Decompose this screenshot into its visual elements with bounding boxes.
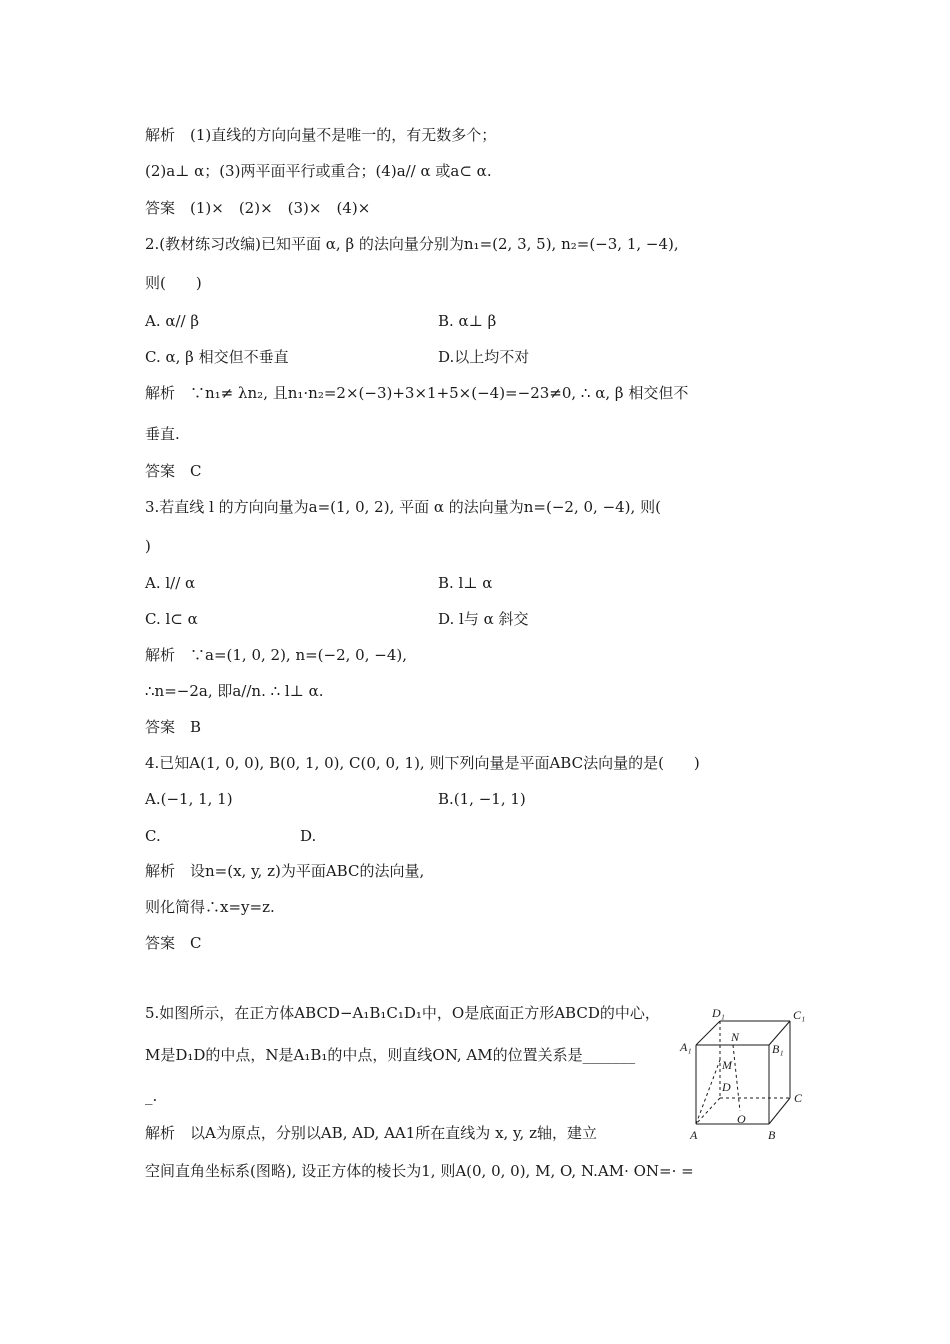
q4-option-b: B.(1, −1, 1) xyxy=(438,790,526,808)
label-d1: D₁ xyxy=(712,1006,725,1020)
q4-answer: 答案 C xyxy=(145,934,202,952)
label-b: B xyxy=(768,1128,776,1142)
label-d: D xyxy=(722,1080,731,1094)
q1-answer: 答案 (1)× (2)× (3)× (4)× xyxy=(145,199,371,217)
edge-a1-d1 xyxy=(696,1021,720,1045)
q1-analysis-line1: 解析 (1)直线的方向向量不是唯一的，有无数多个； xyxy=(145,126,497,144)
q3-analysis-cont: ∴n=−2a, 即a//n. ∴ l⊥ α. xyxy=(145,682,324,700)
q2-stem: 2.(教材练习改编)已知平面 α, β 的法向量分别为n₁=(2, 3, 5), n₂=(−3, 1, −4), xyxy=(145,235,679,253)
label-n: N xyxy=(731,1030,740,1044)
label-c1: C₁ xyxy=(793,1008,806,1022)
q5-stem-cont: M是D₁D的中点，N是A₁B₁的中点，则直线ON, AM的位置关系是_______ xyxy=(145,1046,636,1064)
q1-analysis-line2: (2)a⊥ α；(3)两平面平行或重合；(4)a// α 或a⊂ α. xyxy=(145,162,492,180)
q3-option-c: C. l⊂ α xyxy=(145,610,198,628)
q3-answer: 答案 B xyxy=(145,718,202,736)
q2-option-d: D.以上均不对 xyxy=(438,348,530,366)
label-b1: B₁ xyxy=(772,1042,784,1056)
q4-analysis-cont: 则化简得∴x=y=z. xyxy=(145,898,275,916)
label-c: C xyxy=(794,1091,803,1105)
label-a: A xyxy=(690,1128,698,1142)
q3-option-a: A. l// α xyxy=(145,574,196,592)
q3-option-d: D. l与 α 斜交 xyxy=(438,610,529,628)
q3-stem: 3.若直线 l 的方向向量为a=(1, 0, 2), 平面 α 的法向量为n=(−2, 0, −4), 则( xyxy=(145,498,661,516)
q4-analysis: 解析 设n=(x, y, z)为平面ABC的法向量, xyxy=(145,862,425,880)
q4-option-a: A.(−1, 1, 1) xyxy=(145,790,233,808)
q4-stem: 4.已知A(1, 0, 0), B(0, 1, 0), C(0, 0, 1), 则下列向量是平面ABC法向量的是( ) xyxy=(145,754,700,772)
q2-answer: 答案 C xyxy=(145,462,202,480)
q5-stem: 5.如图所示，在正方体ABCD−A₁B₁C₁D₁中，O是底面正方形ABCD的中心， xyxy=(145,1004,660,1022)
segment-a-m xyxy=(696,1060,720,1124)
q2-stem-cont: 则( ) xyxy=(145,274,202,292)
label-o: O xyxy=(737,1112,746,1126)
q3-option-b: B. l⊥ α xyxy=(438,574,493,592)
label-a1: A₁ xyxy=(680,1040,692,1054)
q2-option-c: C. α, β 相交但不垂直 xyxy=(145,348,289,366)
q4-option-d: D. xyxy=(300,827,317,845)
edge-d-a xyxy=(696,1098,720,1124)
q4-option-c: C. xyxy=(145,827,161,845)
edge-c-b xyxy=(769,1098,790,1124)
q2-option-b: B. α⊥ β xyxy=(438,312,497,330)
q3-stem-cont: ) xyxy=(145,537,151,555)
label-m: M xyxy=(722,1058,732,1072)
q2-option-a: A. α// β xyxy=(145,312,200,330)
cube-figure xyxy=(676,1003,811,1148)
q2-analysis: 解析 ∵n₁≠ λn₂, 且n₁·n₂=2×(−3)+3×1+5×(−4)=−23≠0, ∴ α, β 相交但不 xyxy=(145,384,689,402)
q2-analysis-cont: 垂直. xyxy=(145,425,180,443)
q5-stem-blank: _. xyxy=(145,1087,158,1105)
q5-analysis: 解析 以A为原点，分别以AB, AD, AA1所在直线为 x, y, z轴，建立 xyxy=(145,1124,597,1142)
q3-analysis: 解析 ∵a=(1, 0, 2), n=(−2, 0, −4), xyxy=(145,646,407,664)
segment-n-o xyxy=(733,1045,740,1111)
q5-analysis-cont: 空间直角坐标系(图略), 设正方体的棱长为1, 则A(0, 0, 0), M, O, N.AM· ON=· = xyxy=(145,1162,694,1180)
